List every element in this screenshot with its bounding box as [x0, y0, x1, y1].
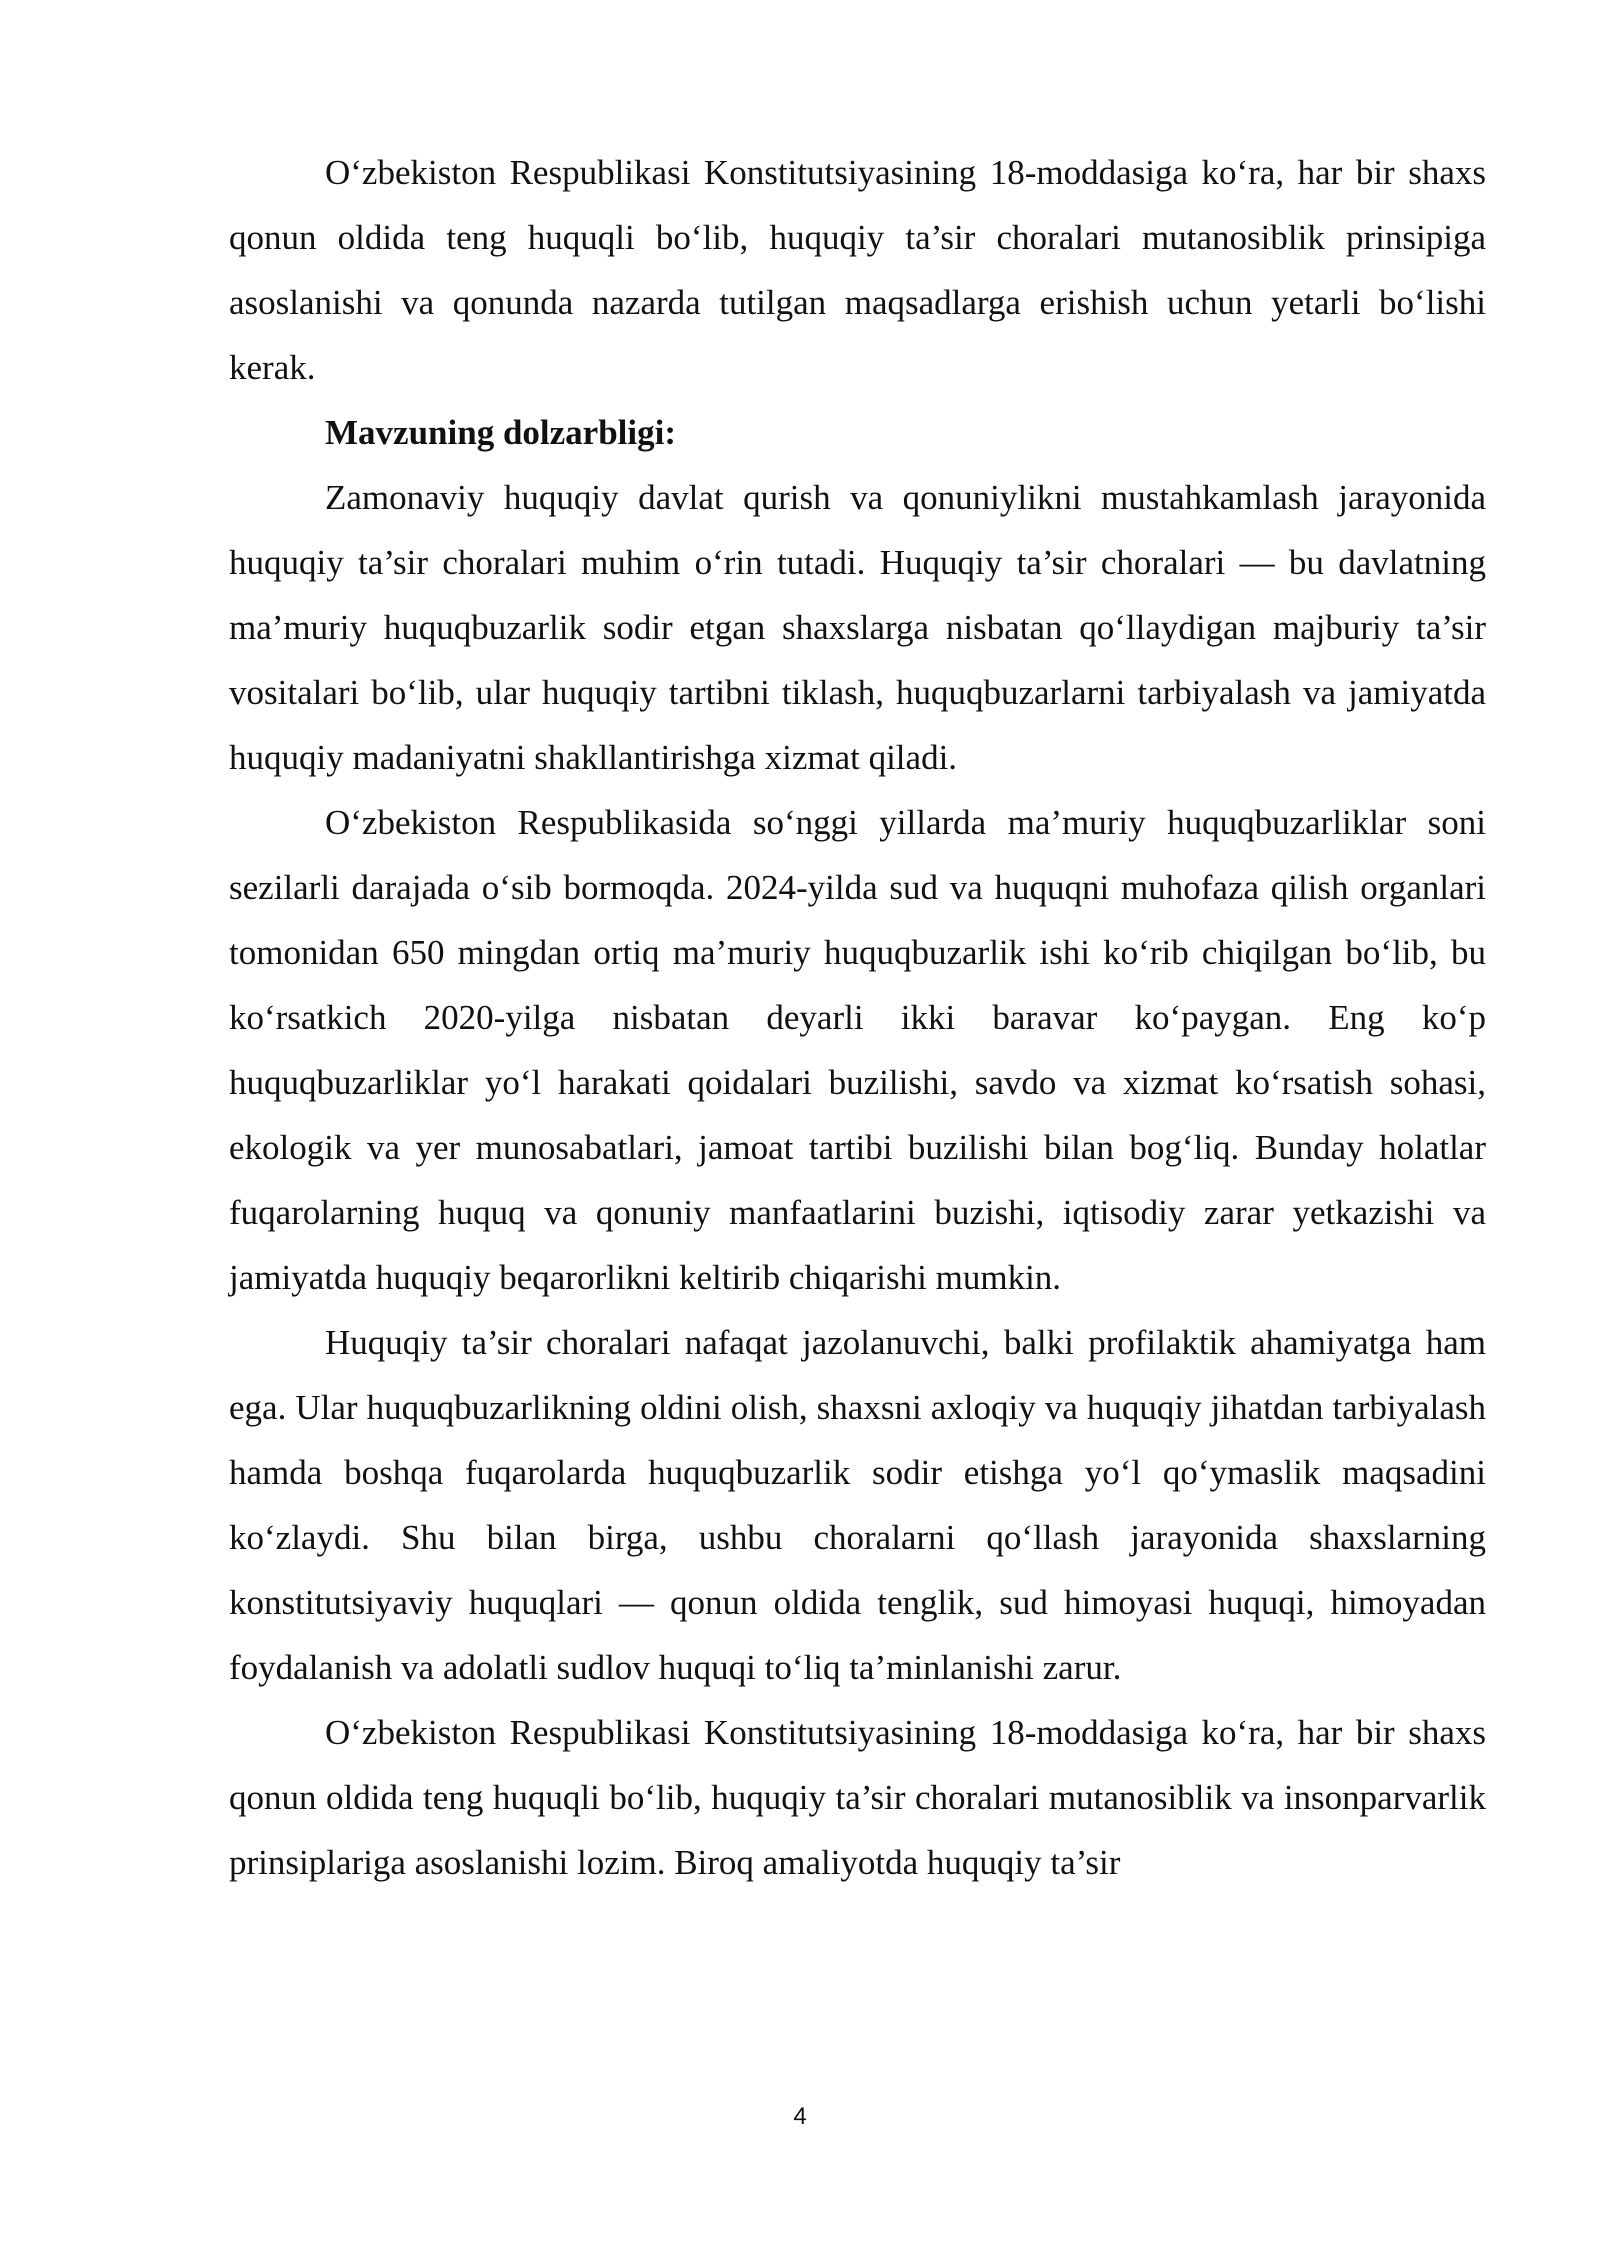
- paragraph-legal-measures: Zamonaviy huquqiy davlat qurish va qonuniylikni mustahkamlash jarayonida huquqiy ta’sir choralari muhim oʻrin tutadi. Huquqiy ta’sir choralari — bu davlatning ma’muriy huquqbuzarlik sodir etgan shaxslarga nisbatan qoʻllaydigan majburiy ta’sir vositalari boʻlib, ular huquqiy tartibni tiklash, huquqbuzarlarni tarbiyalash va jamiyatda huquqiy madaniyatni shakllantirishga xizmat qiladi.: [229, 478, 1486, 777]
- document-body: [229, 140, 1486, 1895]
- paragraph-constitution-intro: Oʻzbekiston Respublikasi Konstitutsiyasining 18-moddasiga koʻra, har bir shaxs qonun oldida teng huquqli boʻlib, huquqiy ta’sir choralari mutanosiblik prinsipiga asoslanishi va qonunda nazarda tutilgan maqsadlarga erishish uchun yetarli boʻlishi kerak.: [229, 153, 1486, 387]
- section-heading-relevance: Mavzuning dolzarbligi:: [325, 413, 676, 452]
- paragraph-statistics: Oʻzbekiston Respublikasida soʻnggi yillarda ma’muriy huquqbuzarliklar soni sezilarli darajada oʻsib bormoqda. 2024-yilda sud va huquqni muhofaza qilish organlari tomonidan 650 mingdan ortiq ma’muriy huquqbuzarlik ishi koʻrib chiqilgan boʻlib, bu koʻrsatkich 2020-yilga nisbatan deyarli ikki baravar koʻpaygan. Eng koʻp huquqbuzarliklar yoʻl harakati qoidalari buzilishi, savdo va xizmat koʻrsatish sohasi, ekologik va yer munosabatlari, jamoat tartibi buzilishi bilan bogʻliq. Bunday holatlar fuqarolarning huquq va qonuniy manfaatlarini buzishi, iqtisodiy zarar yetkazishi va jamiyatda huquqiy beqarorlikni keltirib chiqarishi mumkin.: [229, 803, 1486, 1297]
- paragraph-preventive-role: Huquqiy ta’sir choralari nafaqat jazolanuvchi, balki profilaktik ahamiyatga ham ega. Ular huquqbuzarlikning oldini olish, shaxsni axloqiy va huquqiy jihatdan tarbiyalash hamda boshqa fuqarolarda huquqbuzarlik sodir etishga yoʻl qoʻymaslik maqsadini koʻzlaydi. Shu bilan birga, ushbu choralarni qoʻllash jarayonida shaxslarning konstitutsiyaviy huquqlari — qonun oldida tenglik, sud himoyasi huquqi, himoyadan foydalanish va adolatli sudlov huquqi toʻliq ta’minlanishi zarur.: [229, 1323, 1486, 1687]
- page-number: 4: [793, 2103, 807, 2130]
- paragraph-constitution-principles: Oʻzbekiston Respublikasi Konstitutsiyasining 18-moddasiga koʻra, har bir shaxs qonun oldida teng huquqli boʻlib, huquqiy ta’sir choralari mutanosiblik va insonparvarlik prinsiplariga asoslanishi lozim. Biroq amaliyotda huquqiy ta’sir: [229, 1713, 1486, 1882]
